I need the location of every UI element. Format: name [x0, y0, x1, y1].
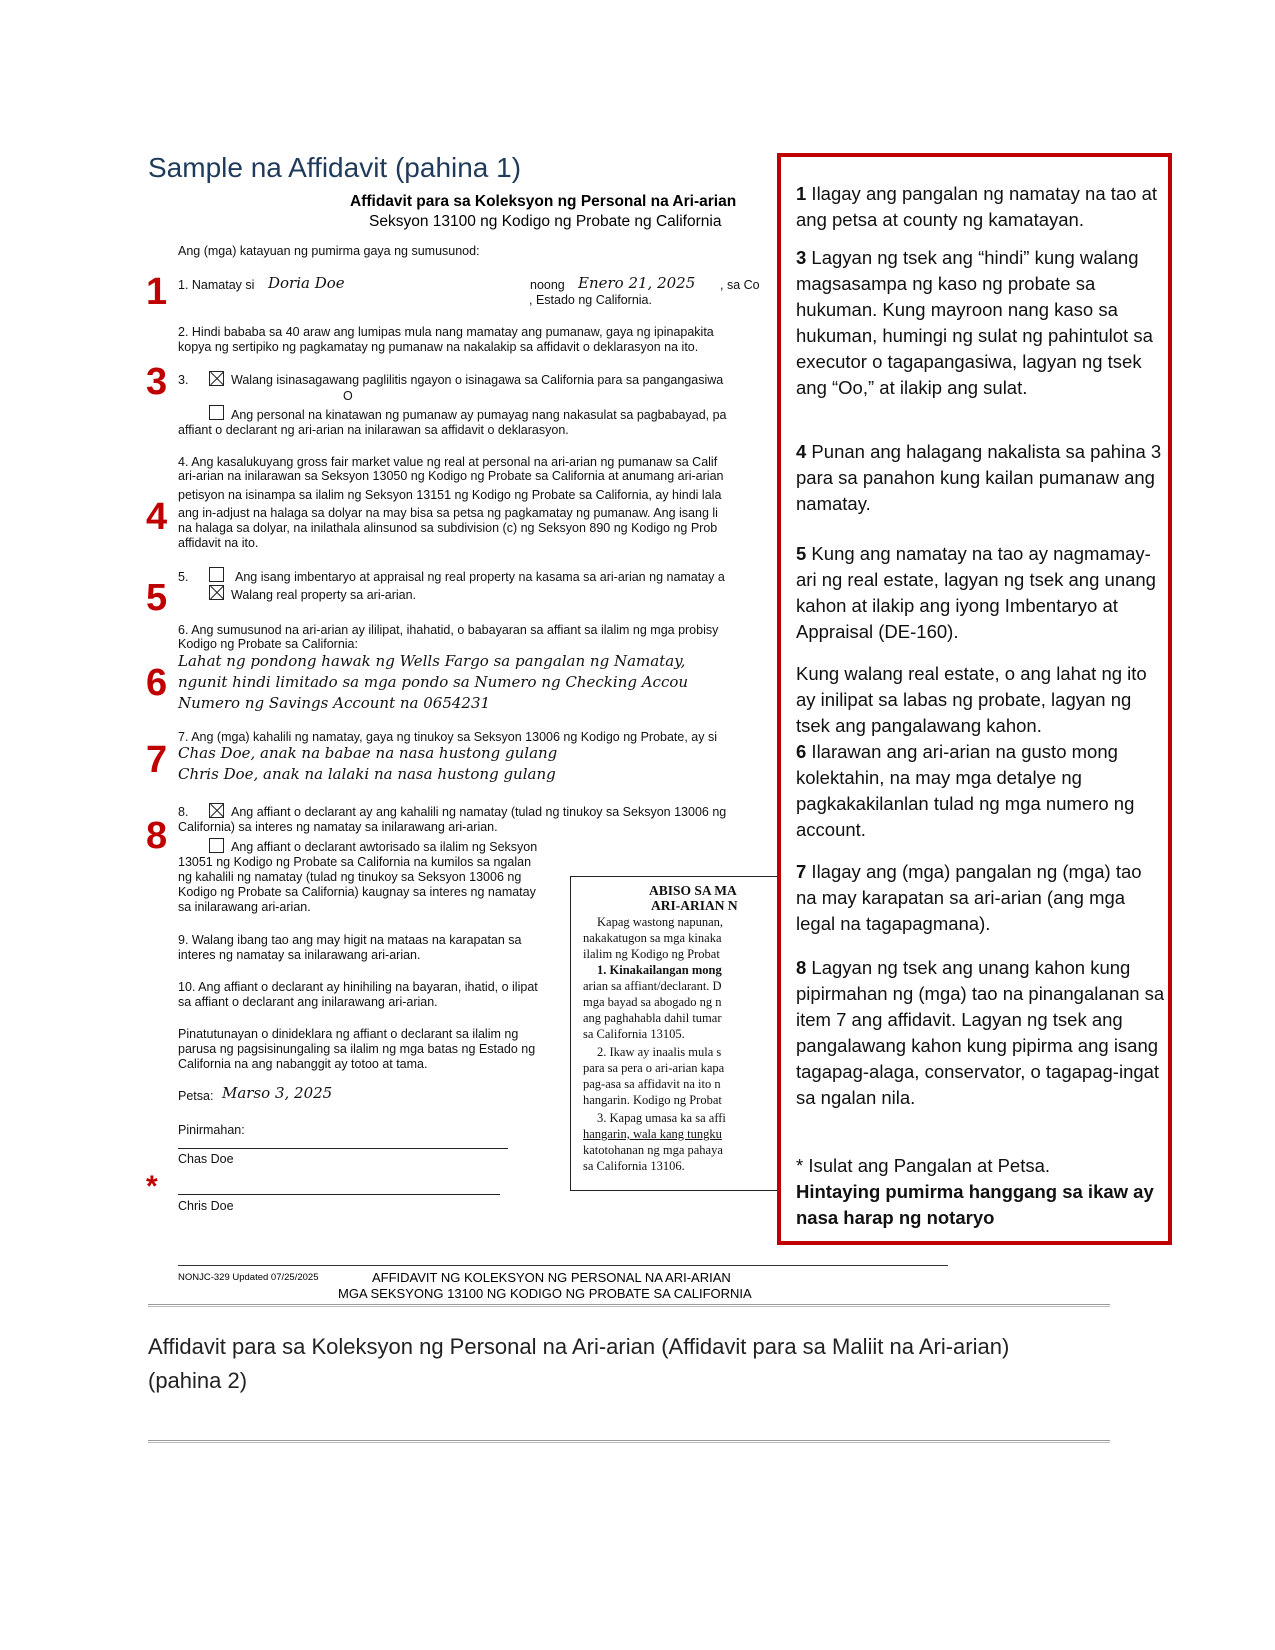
item1-state: , Estado ng California. — [529, 293, 652, 307]
instruction-text: Lagyan ng tsek ang “hindi” kung walang magsasampa ng kaso ng probate sa hukuman. Kung mayroon nang kaso sa hukuman, humingi ng sulat ng pahintulot sa executor o tagapangasiwa, lagyan ng tsek ang “Oo,” at ilakip ang sulat. — [796, 247, 1153, 398]
item5-option1-checkbox[interactable] — [209, 567, 224, 582]
form-intro: Ang (mga) katayuan ng pumirma gaya ng sumusunod: — [178, 244, 480, 258]
instruction-number: 3 — [796, 247, 807, 268]
notice-line: hangarin. Kodigo ng Probat — [583, 1093, 722, 1107]
date-label: Petsa: — [178, 1089, 214, 1103]
attestation-line: parusa ng pagsisinungaling sa ilalim ng mga batas ng Estado ng — [178, 1042, 536, 1056]
instruction-text: Kung walang real estate, o ang lahat ng ito ay inilipat sa labas ng probate, lagyan ng tsek ang pangalawang kahon. — [796, 663, 1147, 736]
notice-line: sa California 13106. — [583, 1159, 685, 1173]
instruction-text: Punan ang halagang nakalista sa pahina 3 para sa panahon kung kailan pumanaw ang namatay. — [796, 441, 1162, 514]
item7-heir: Chas Doe, anak na babae na nasa hustong gulang — [178, 744, 558, 762]
divider-bottom — [148, 1440, 1110, 1443]
signature-line-1[interactable] — [178, 1148, 508, 1149]
item9-line: 9. Walang ibang tao ang may higit na mataas na karapatan sa — [178, 933, 522, 947]
instruction-warning: Hintaying pumirma hanggang sa ikaw ay nasa harap ng notaryo — [796, 1181, 1154, 1228]
instruction-1 — [796, 181, 1166, 233]
callout-asterisk: * — [146, 1170, 158, 1203]
item2-line: 2. Hindi bababa sa 40 araw ang lumipas mula nang mamatay ang pumanaw, gaya ng ipinapakita — [178, 325, 714, 339]
footer-line-2: MGA SEKSYONG 13100 NG KODIGO NG PROBATE SA CALIFORNIA — [338, 1286, 752, 1301]
footer-rule — [178, 1265, 948, 1266]
instruction-4 — [796, 439, 1166, 517]
notice-line: 3. Kapag umasa ka sa affi — [597, 1111, 726, 1125]
notice-line: ang paghahabla dahil tumar — [583, 1011, 722, 1025]
notice-heading: ARI-ARIAN N — [651, 898, 738, 913]
item8-option1-checkbox[interactable] — [209, 803, 224, 818]
instructions-panel — [777, 153, 1172, 1245]
notice-line: para sa pera o ari-arian kapa — [583, 1061, 725, 1075]
callout-number-3: 3 — [146, 361, 168, 403]
item8-option1-cont: California) sa interes ng namatay sa inilarawang ari-arian. — [178, 820, 498, 834]
notice-line: arian sa affiant/declarant. D — [583, 979, 722, 993]
notice-line: nakakatugon sa mga kinaka — [583, 931, 722, 945]
page2-caption: Affidavit para sa Koleksyon ng Personal na Ari-arian (Affidavit para sa Maliit na Ari-arian) (pahina 2) — [148, 1334, 1010, 1393]
notice-line: pag-asa sa affidavit na ito n — [583, 1077, 721, 1091]
instruction-7 — [796, 859, 1166, 937]
callout-number-7: 7 — [146, 739, 168, 781]
instruction-3 — [796, 245, 1166, 401]
item4-line: petisyon na isinampa sa ilalim ng Seksyon 13151 ng Kodigo ng Probate sa California, ay hindi lala — [178, 488, 722, 502]
instruction-text: Ilagay ang pangalan ng namatay na tao at ang petsa at county ng kamatayan. — [796, 183, 1158, 230]
item3-option2-checkbox[interactable] — [209, 405, 224, 420]
item1-on-label: noong — [530, 278, 565, 292]
instruction-number: 4 — [796, 441, 807, 462]
item8-option2-line: Ang affiant o declarant awtorisado sa ilalim ng Seksyon — [231, 840, 538, 854]
item3-option1-text: Walang isinasagawang paglilitis ngayon o isinagawa sa California para sa pangangasiwa — [231, 373, 724, 387]
item2-line: kopya ng sertipiko ng pagkamatay ng pumanaw na nakalakip sa affidavit o deklarasyon na ito. — [178, 340, 699, 354]
divider-top — [148, 1304, 1110, 1307]
instruction-5 — [796, 541, 1166, 645]
item1-decedent-name: Doria Doe — [268, 274, 345, 292]
item10-line: sa affiant o declarant ang inilarawang ari-arian. — [178, 995, 438, 1009]
item4-line: ari-arian na inilarawan sa Seksyon 13050 ng Kodigo ng Probate sa California at anumang ari-arian — [178, 469, 724, 483]
item4-line: 4. Ang kasalukuyang gross fair market value ng real at personal na ari-arian ng pumanaw sa Calif — [178, 455, 718, 469]
instruction-number: 1 — [796, 183, 807, 204]
item5-option2-text: Walang real property sa ari-arian. — [231, 588, 417, 602]
item3-option2-cont: affiant o declarant ng ari-arian na inilarawan sa affidavit o deklarasyon. — [178, 423, 569, 437]
footer-line-1: AFFIDAVIT NG KOLEKSYON NG PERSONAL NA ARI-ARIAN — [372, 1270, 731, 1285]
item3-or: O — [343, 389, 353, 403]
item7-text: 7. Ang (mga) kahalili ng namatay, gaya ng tinukoy sa Seksyon 13006 ng Kodigo ng Probate, ay si — [178, 730, 717, 744]
item8-option2-line: ng kahalili ng namatay (tulad ng tinukoy sa Seksyon 13006 ng — [178, 870, 522, 884]
item8-option2-line: Kodigo ng Probate sa California) kaugnay sa interes ng namatay — [178, 885, 536, 899]
form-body — [140, 230, 785, 1230]
notice-line: ilalim ng Kodigo ng Probat — [583, 947, 720, 961]
instruction-text: Ilagay ang (mga) pangalan ng (mga) tao na may karapatan sa ari-arian (ang mga legal na tagapagmana). — [796, 861, 1142, 934]
callout-number-5: 5 — [146, 577, 168, 619]
item5-option2-checkbox[interactable] — [209, 585, 224, 600]
instruction-text: Kung ang namatay na tao ay nagmamay-ari ng real estate, lagyan ng tsek ang unang kahon at ilakip ang iyong Imbentaryo at Appraisal (DE-160). — [796, 543, 1156, 642]
instruction-number: 7 — [796, 861, 807, 882]
item6-handwritten: Numero ng Savings Account na 0654231 — [178, 694, 491, 712]
instruction-text: Lagyan ng tsek ang unang kahon kung pipirmahan ng (mga) tao na pinangalanan sa item 7 ang affidavit. Lagyan ng tsek ang pangalawang kahon kung pipirma ang isang tagapag-alaga, conservator, o tagapag-ingat sa ngalan nila. — [796, 957, 1165, 1108]
item3-number: 3. — [178, 373, 189, 387]
instruction-6 — [796, 739, 1166, 843]
item1-county-label: , sa Co — [720, 278, 760, 292]
item6-line: Kodigo ng Probate sa California: — [178, 637, 358, 651]
instruction-text: * Isulat ang Pangalan at Petsa. — [796, 1155, 1051, 1176]
callout-number-1: 1 — [146, 271, 168, 313]
notice-line: mga bayad sa abogado ng n — [583, 995, 722, 1009]
callout-number-4: 4 — [146, 496, 168, 538]
instruction-8 — [796, 955, 1166, 1111]
item8-option1-text: Ang affiant o declarant ay ang kahalili ng namatay (tulad ng tinukoy sa Seksyon 13006 ng — [231, 805, 727, 819]
notice-line: 2. Ikaw ay inaalis mula s — [597, 1045, 722, 1059]
signer-name-2: Chris Doe — [178, 1199, 234, 1213]
instruction-asterisk — [796, 1153, 1166, 1231]
instruction-number: 5 — [796, 543, 807, 564]
notice-heading: ABISO SA MA — [649, 883, 737, 898]
signer-name-1: Chas Doe — [178, 1152, 234, 1166]
item1-label: 1. Namatay si — [178, 278, 255, 292]
instruction-number: 8 — [796, 957, 807, 978]
notice-box — [570, 876, 785, 1191]
footer-form-id: NONJC-329 Updated 07/25/2025 — [178, 1272, 319, 1283]
form-title: Affidavit para sa Koleksyon ng Personal na Ari-arian — [350, 193, 737, 210]
item5-option1-text: Ang isang imbentaryo at appraisal ng real property na kasama sa ari-arian ng namatay a — [235, 570, 725, 584]
item6-line: 6. Ang sumusunod na ari-arian ay ililipat, ihahatid, o babayaran sa affiant sa ilalim ng mga probisy — [178, 623, 719, 637]
item4-line: ang in-adjust na halaga sa dolyar na may bisa sa petsa ng pagkamatay ng pumanaw. Ang isang li — [178, 506, 718, 520]
item7-heir: Chris Doe, anak na lalaki na nasa hustong gulang — [178, 765, 556, 783]
item6-handwritten: ngunit hindi limitado sa mga pondo sa Numero ng Checking Accou — [178, 673, 689, 691]
item6-handwritten: Lahat ng pondong hawak ng Wells Fargo sa pangalan ng Namatay, — [178, 652, 686, 670]
notice-line: hangarin, wala kang tungku — [583, 1127, 722, 1141]
instruction-number: 6 — [796, 741, 807, 762]
attestation-line: Pinatutunayan o dinideklara ng affiant o declarant sa ilalim ng — [178, 1027, 519, 1041]
date-value: Marso 3, 2025 — [222, 1084, 333, 1102]
notice-line: Kapag wastong napunan, — [597, 915, 724, 929]
signature-line-2[interactable] — [178, 1194, 500, 1195]
item8-number: 8. — [178, 805, 189, 819]
item3-option2-text: Ang personal na kinatawan ng pumanaw ay pumayag nang nakasulat sa pagbabayad, pa — [231, 408, 727, 422]
item3-option1-checkbox[interactable] — [209, 371, 224, 386]
item8-option2-line: sa inilarawang ari-arian. — [178, 900, 311, 914]
item1-date: Enero 21, 2025 — [578, 274, 696, 292]
item10-line: 10. Ang affiant o declarant ay hinihiling na bayaran, ihatid, o ilipat — [178, 980, 538, 994]
notice-line: sa California 13105. — [583, 1027, 685, 1041]
item8-option2-checkbox[interactable] — [209, 838, 224, 853]
form-subtitle: Seksyon 13100 ng Kodigo ng Probate ng California — [369, 213, 722, 230]
instruction-5b — [796, 661, 1166, 739]
signed-label: Pinirmahan: — [178, 1123, 245, 1137]
attestation-line: California na ang nabanggit ay totoo at tama. — [178, 1057, 428, 1071]
item9-line: interes ng namatay sa inilarawang ari-arian. — [178, 948, 421, 962]
callout-number-6: 6 — [146, 662, 168, 704]
page-title: Sample na Affidavit (pahina 1) — [148, 152, 522, 183]
item4-line: affidavit na ito. — [178, 536, 259, 550]
callout-number-8: 8 — [146, 815, 168, 857]
instruction-text: Ilarawan ang ari-arian na gusto mong kolektahin, na may mga detalye ng pagkakakilanlan tulad ng mga numero ng account. — [796, 741, 1135, 840]
item4-line: na halaga sa dolyar, na inilathala alinsunod sa subdivision (c) ng Seksyon 890 ng Kodigo ng Prob — [178, 521, 718, 535]
item8-option2-line: 13051 ng Kodigo ng Probate sa California na kumilos sa ngalan — [178, 855, 532, 869]
notice-line: 1. Kinakailangan mong — [597, 963, 722, 977]
notice-line: katotohanan ng mga pahaya — [583, 1143, 723, 1157]
item5-number: 5. — [178, 570, 189, 584]
